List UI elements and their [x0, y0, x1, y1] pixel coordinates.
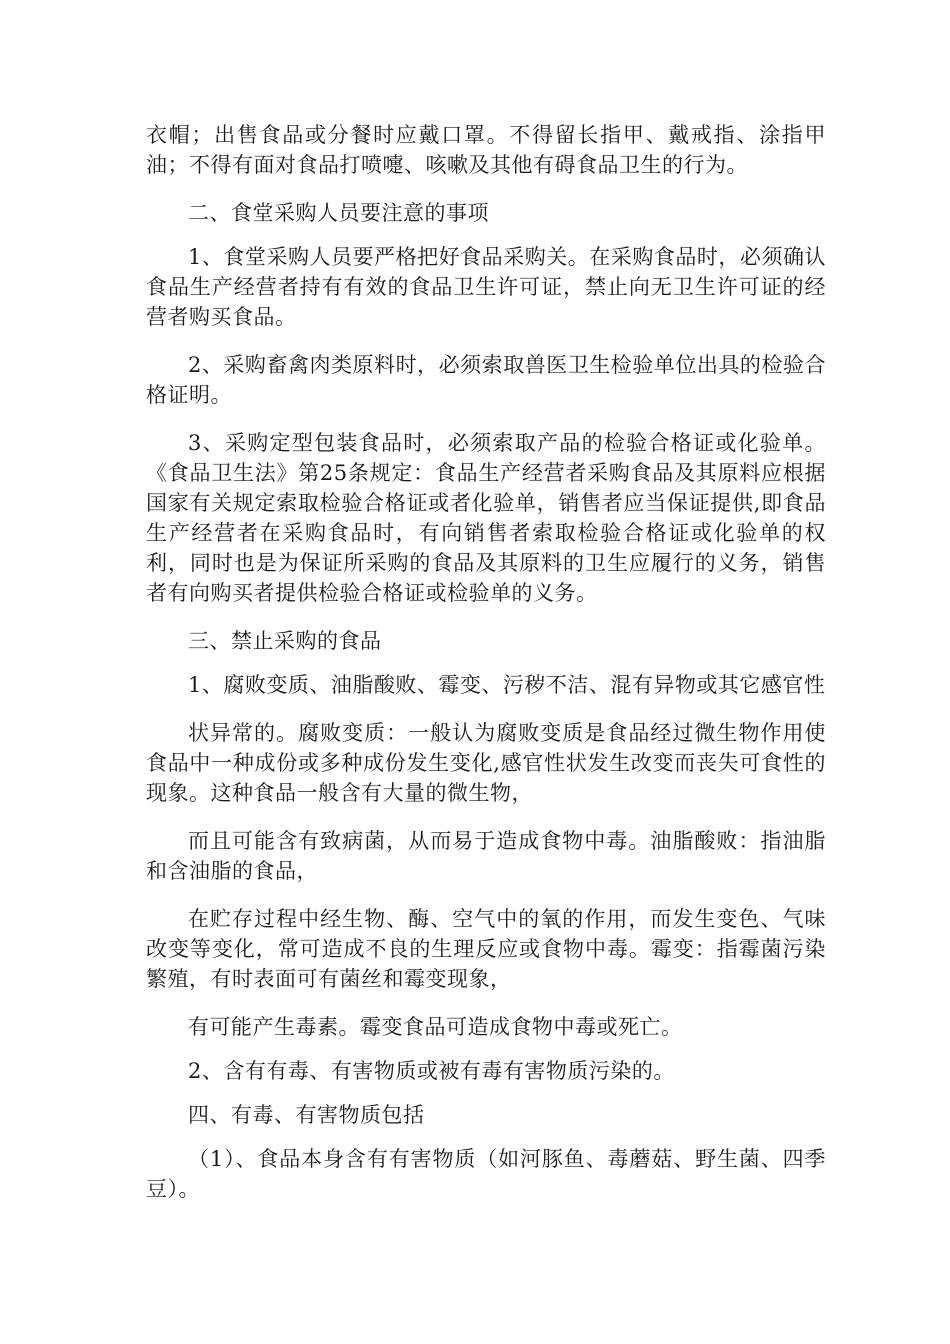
paragraph-purchase-item-2: 2、采购畜禽肉类原料时，必须索取兽医卫生检验单位出具的检验合格证明。	[146, 353, 826, 407]
paragraph-purchase-item-1: 1、食堂采购人员要严格把好食品采购关。在采购食品时，必须确认食品生产经营者持有有效的食品卫生许可证，禁止向无卫生许可证的经营者购买食品。	[146, 245, 826, 329]
paragraph-toxin-warning: 有可能产生毒素。霉变食品可造成食物中毒或死亡。	[188, 1015, 683, 1039]
paragraph-hygiene-conduct: 衣帽；出售食品或分餐时应戴口罩。不得留长指甲、戴戒指、涂指甲油；不得有面对食品打喷嚏、咳嗽及其他有碍食品卫生的行为。	[146, 123, 826, 177]
section-heading-toxic-substances: 四、有毒、有害物质包括	[188, 1103, 425, 1127]
document-body	[146, 120, 826, 1222]
section-heading-prohibited-foods: 三、禁止采购的食品	[188, 629, 382, 653]
paragraph-mold-definition: 在贮存过程中经生物、酶、空气中的氧的作用，而发生变色、气味改变等变化，常可造成不良的生理反应或食物中毒。霉变：指霉菌污染繁殖，有时表面可有菌丝和霉变现象，	[146, 907, 826, 991]
paragraph-rancidity-definition: 而且可能含有致病菌，从而易于造成食物中毒。油脂酸败：指油脂和含油脂的食品，	[146, 829, 826, 883]
paragraph-toxic-item-1: （1）、食品本身含有有害物质（如河豚鱼、毒蘑菇、野生菌、四季豆）。	[146, 1147, 826, 1201]
paragraph-spoilage-definition: 状异常的。腐败变质：一般认为腐败变质是食品经过微生物作用使食品中一种成份或多种成份发生变化,感官性状发生改变而丧失可食性的现象。这种食品一般含有大量的微生物，	[146, 721, 826, 805]
paragraph-prohibited-item-1: 1、腐败变质、油脂酸败、霉变、污秽不洁、混有异物或其它感官性	[188, 673, 826, 697]
section-heading-purchasing-staff: 二、食堂采购人员要注意的事项	[188, 201, 489, 225]
paragraph-purchase-item-3: 3、采购定型包装食品时，必须索取产品的检验合格证或化验单。《食品卫生法》第25条规定：食品生产经营者采购食品及其原料应根据国家有关规定索取检验合格证或者化验单，销售者应当保证提供,即食品生产经营者在采购食品时，有向销售者索取检验合格证或化验单的权利，同时也是为保证所采购的食品及其原料的卫生应履行的义务，销售者有向购买者提供检验合格证或检验单的义务。	[146, 431, 826, 605]
paragraph-prohibited-item-2: 2、含有有毒、有害物质或被有毒有害物质污染的。	[188, 1059, 675, 1083]
